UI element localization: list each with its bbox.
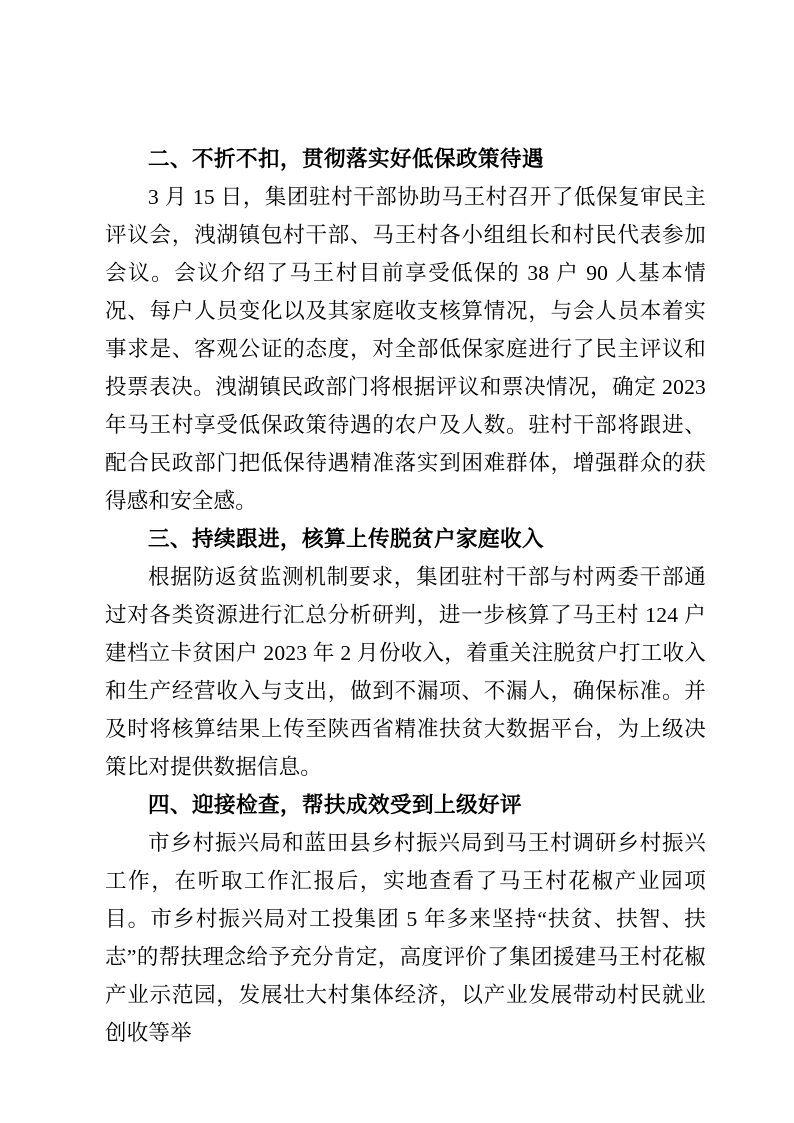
body-paragraph: 3 月 15 日，集团驻村干部协助马王村召开了低保复审民主评议会，洩湖镇包村干部、马王村各小组组长和村民代表参加会议。会议介绍了马王村目前享受低保的 38 户 90 人基本情况、每户人员变化以及其家庭收支核算情况，与会人员本着实事求是、客观公证的态度，对全部低保家庭进行了民主评议和投票表决。洩湖镇民政部门将根据评议和票决情况，确定 2023 年马王村享受低保政策待遇的农户及人数。驻村干部将跟进、配合民政部门把低保待遇精准落实到困难群体，增强群众的获得感和安全感。: [105, 185, 706, 513]
body-paragraph: 根据防返贫监测机制要求，集团驻村干部与村两委干部通过对各类资源进行汇总分析研判，进一步核算了马王村 124 户建档立卡贫困户 2023 年 2 月份收入，着重关注脱贫户打工收入和生产经营收入与支出，做到不漏项、不漏人，确保标准。并及时将核算结果上传至陕西省精准扶贫大数据平台，为上级决策比对提供数据信息。: [105, 565, 706, 779]
document-body: [105, 140, 706, 1052]
section-heading: 二、不折不扣，贯彻落实好低保政策待遇: [148, 147, 545, 171]
section-heading: 三、持续跟进，核算上传脱贫户家庭收入: [148, 527, 545, 551]
body-paragraph: 市乡村振兴局和蓝田县乡村振兴局到马王村调研乡村振兴工作，在听取工作汇报后，实地查看了马王村花椒产业园项目。市乡村振兴局对工投集团 5 年多来坚持“扶贫、扶智、扶志”的帮扶理念给予充分肯定，高度评价了集团援建马王村花椒产业示范园，发展壮大村集体经济，以产业发展带动村民就业创收等举: [105, 831, 706, 1045]
section-heading: 四、迎接检查，帮扶成效受到上级好评: [148, 793, 523, 817]
